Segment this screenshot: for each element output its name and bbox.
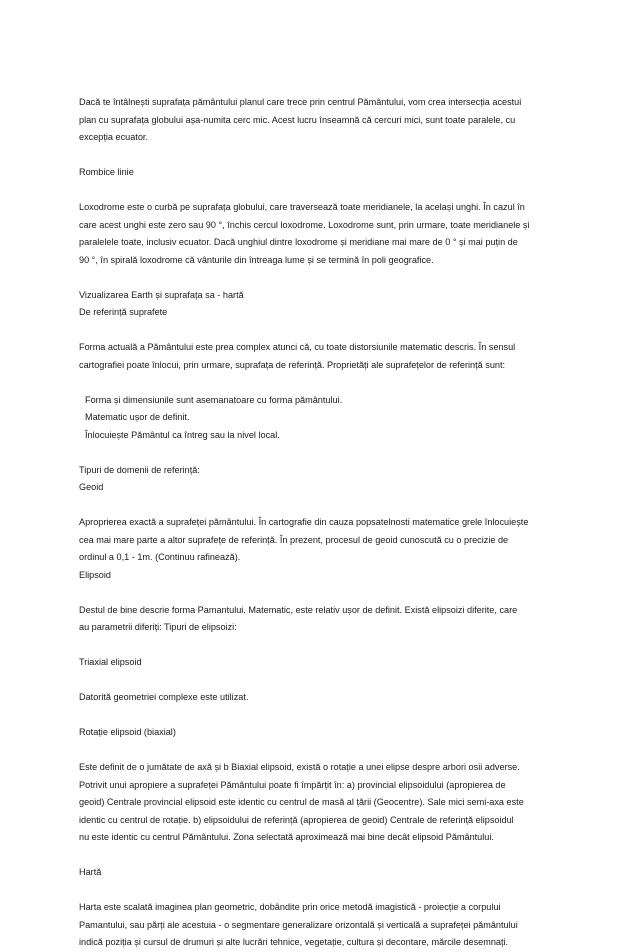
- text-line: 90 °, în spirală loxodrome că vânturile din întreaga lume și se termină în poli geografice.: [79, 254, 434, 265]
- text-line: nu este identic cu centrul Pământului. Zona selectată aproximează mai bine decât elipsoid Pământului.: [79, 832, 494, 842]
- text-line: geoid) Centrale provincial elipsoid este identic cu centrul de masă al țării (Geocentre). Sale mici semi-axa este: [79, 797, 524, 807]
- text-line: cea mai mare parte a altor suprafețe de referință. În prezent, procesul de geoid cunoscută cu o precizie de: [79, 534, 509, 545]
- list-item: Matematic ușor de definit.: [85, 412, 190, 422]
- heading-reference-types: [79, 462, 563, 497]
- heading-text: Hartă: [79, 867, 102, 877]
- text-line: paralelele toate, inclusiv ecuator. Dacă unghiul dintre loxodrome și meridiane mai mare de 0 ° și mai puțin de: [79, 237, 518, 247]
- heading-text: Tipuri de domenii de referință:: [79, 464, 200, 475]
- paragraph-geoid: [79, 514, 563, 584]
- text-line: Harta este scalată imaginea plan geometric, dobândite prin orice metodă imagistică - proiecție a corpului: [79, 902, 501, 912]
- paragraph-rotation-ellipsoid: [79, 759, 563, 847]
- text-line: plan cu suprafața globului așa-numita cerc mic. Acest lucru înseamnă că cercuri mici, sunt toate paralele, cu: [79, 114, 516, 125]
- paragraph-loxodrome: [79, 199, 563, 269]
- heading-map: [79, 864, 563, 882]
- text-line: identic cu centrul de rotație. b) elipsoidului de referință (apropierea de geoid) Centrale de referință elipsoidul: [79, 814, 514, 825]
- heading-triaxial: [79, 654, 563, 672]
- subheading-text: Geoid: [79, 482, 104, 492]
- document-page: [79, 94, 563, 952]
- text-line: ordinul a 0,1 - 1m. (Continuu rafinează).: [79, 552, 241, 562]
- heading-text: Rotație elipsoid (biaxial): [79, 727, 176, 737]
- text-line: Loxodrome este o curbă pe suprafața globului, care traversează toate meridianele, la același unghi. În cazul în: [79, 202, 525, 212]
- text-line: Destul de bine descrie forma Pamantului. Matematic, este relativ ușor de definit. Există elipsoizi diferite, care: [79, 604, 518, 615]
- text-line: Forma actuală a Pământului este prea complex atunci că, cu toate distorsiunile matematic descris. În sensul: [79, 342, 516, 352]
- heading-text: Rombice linie: [79, 167, 134, 177]
- text-line: Este definit de o jumătate de axă și b Biaxial elipsoid, există o rotație a unei elipse despre arbori osii adverse.: [79, 762, 520, 772]
- paragraph-map: [79, 899, 563, 952]
- text-line: care acest unghi este zero sau 90 °, închis cercul loxodrome. Loxodrome sunt, prin urmare, toate meridianele și: [79, 219, 530, 230]
- text-line: Potrivit unui apropiere a suprafeței Pământului poate fi împărțit în: a) provincial elipsoidului (apropierea de: [79, 779, 506, 790]
- heading-rotation-ellipsoid: [79, 724, 563, 742]
- heading-text: Vizualizarea Earth și suprafața sa - hartă: [79, 289, 244, 300]
- heading-rhumb-line: [79, 164, 563, 182]
- text-line: Dacă te întâlnești suprafața pământului planul care trece prin centrul Pământului, vom crea intersecția acestui: [79, 97, 522, 107]
- heading-visualization: [79, 287, 563, 322]
- list-item: Forma și dimensiunile sunt asemanatoare cu forma pământului.: [85, 394, 343, 405]
- text-line: Aproprierea exactă a suprafeței pământului. În cartografie din cauza popsatelnosti matematice grele înlocuiește: [79, 517, 529, 527]
- subheading-text: Elipsoid: [79, 569, 111, 580]
- paragraph-ellipsoid: [79, 602, 563, 637]
- text-line: Pamantului, sau părți ale acestuia - o segmentare generalizare orizontală și verticală a suprafeței pământului: [79, 919, 518, 930]
- text-line: excepția ecuator.: [79, 132, 148, 142]
- paragraph-reference-surfaces: [79, 339, 563, 374]
- text-line: Datorită geometriei complexe este utilizat.: [79, 692, 249, 702]
- text-line: au parametrii diferiți: Tipuri de elipsoizi:: [79, 622, 237, 632]
- list-properties: [79, 392, 563, 445]
- list-item: Înlocuiește Pământul ca întreg sau la nivel local.: [85, 429, 280, 440]
- text-line: cartografiei poate înlocui, prin urmare, suprafața de referință. Proprietăți ale suprafețelor de referință sunt:: [79, 359, 506, 370]
- text-line: indică poziția și cursul de drumuri și alte lucrări tehnice, vegetație, cultura și decontare, mărcile desemnați.: [79, 937, 509, 947]
- paragraph-small-circle: [79, 94, 563, 147]
- subheading-text: De referință suprafete: [79, 307, 168, 317]
- paragraph-triaxial: [79, 689, 563, 707]
- heading-text: Triaxial elipsoid: [79, 657, 142, 667]
